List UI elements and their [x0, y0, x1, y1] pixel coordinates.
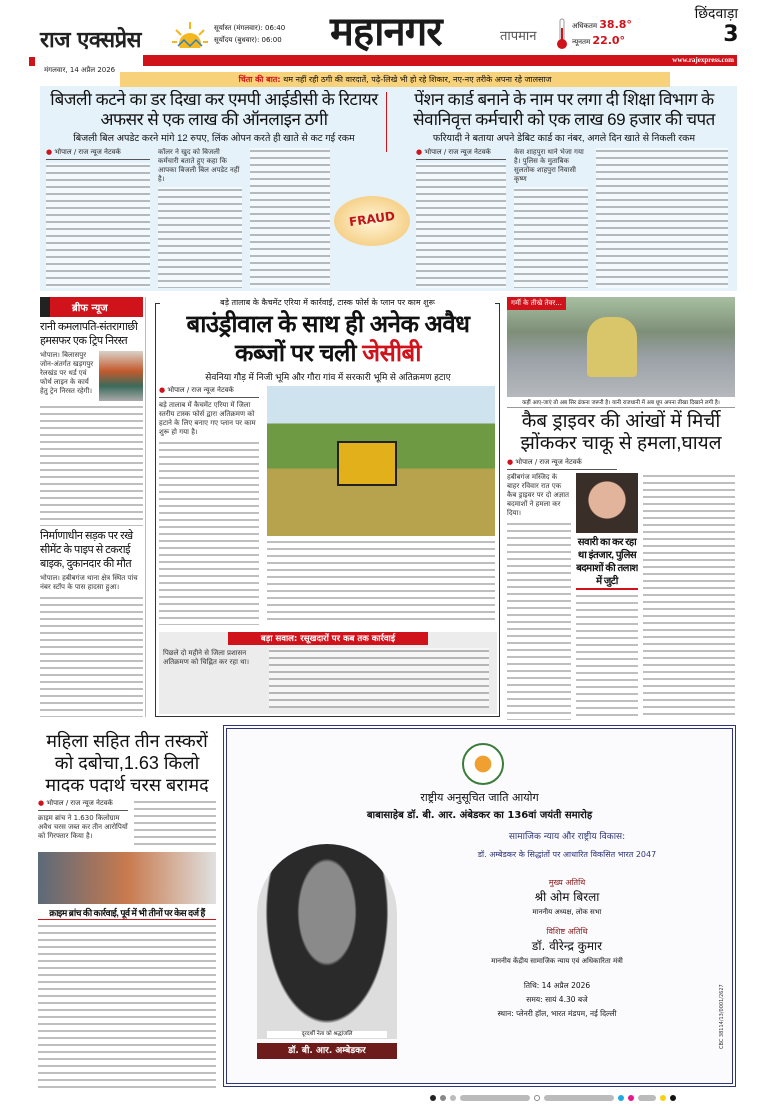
temperature-label: तापमान	[500, 29, 537, 44]
article-body	[159, 440, 259, 625]
main-headline-highlight: जेसीबी	[362, 340, 421, 367]
ad-time: समय: सायं 4.30 बजे	[526, 995, 588, 1004]
drug-photo-caption: क्राइम ब्रांच की कार्रवाई, पूर्व में भी तीनों पर केस दर्ज हैं	[38, 907, 216, 920]
ncsc-emblem-icon	[462, 743, 504, 785]
ad-date: तिथि: 14 अप्रैल 2026	[523, 981, 591, 990]
article-body	[507, 521, 571, 720]
website-link[interactable]: www.rajexpress.com	[672, 56, 734, 64]
cab-lead: हबीबगंज मस्जिद के बाहर रविवार रात एक कैब ड्राइवर पर दो अज्ञात बदमाशों ने हमला कर दिया।	[507, 473, 570, 517]
byline: ● भोपाल / राज न्यूज नेटवर्क	[46, 148, 150, 160]
main-body-continued	[267, 539, 495, 625]
article-body	[40, 595, 143, 717]
story-headline[interactable]: बिजली कटने का डर दिखा कर एमपी आईडीसी के रिटायर अफसर से एक लाख की ऑनलाइन ठगी	[50, 90, 378, 129]
top-story-right	[392, 90, 736, 288]
ad-chief-name: श्री ओम बिरला	[534, 890, 600, 904]
brief-headline[interactable]: निर्माणाधीन सड़क पर रखे सीमेंट के पाइप से टकराई बाइक, दुकानदार की मौत	[40, 530, 133, 570]
ad-chief-title: माननीय अध्यक्ष, लोक सभा	[532, 908, 602, 916]
main-story-content	[159, 310, 497, 714]
city-name: छिंदवाड़ा	[694, 6, 738, 22]
paper-logo: राज एक्सप्रेस	[40, 28, 141, 53]
story-subhead: फरियादी ने बताया अपने डेबिट कार्ड का नंबर, अगले दिन खाते से निकली रकम	[432, 133, 696, 144]
print-registration-marks	[430, 1094, 730, 1102]
brief-news-title: ब्रीफ न्यूज	[40, 297, 143, 317]
kicker-text: थम नहीं रही ठगी की वारदातें, पढ़े-लिखे भी हो रहे शिकार, नए-नए तरीके अपना रहे जालसाज	[283, 75, 552, 84]
max-label: अधिकतम	[572, 22, 598, 30]
article-body	[46, 163, 150, 288]
article-body	[38, 923, 216, 1088]
jcb-photo	[267, 386, 495, 536]
story-lead: केस शाहपुरा थाने भेजा गया है। पुलिस के मुताबिक सुलतोक शाहपुरा निवासी कृष्ण	[514, 148, 584, 183]
section-divider	[386, 92, 387, 152]
article-body	[250, 148, 330, 288]
ad-event: बाबासाहेब डॉ. बी. आर. अंबेडकर का 136वां जयंती समारोह	[366, 810, 593, 821]
article-body	[643, 473, 735, 720]
sunrise-time: सूर्योदय (बुधवार): 06:00	[214, 36, 282, 44]
heat-photo	[507, 297, 735, 397]
main-headline[interactable]	[159, 310, 497, 368]
question-label: बड़ा सवाल: रसूखदारों पर कब तक कार्रवाई	[228, 632, 428, 645]
article-body	[134, 799, 216, 849]
top-story-left	[46, 90, 382, 288]
fraud-label: FRAUD	[348, 208, 396, 230]
brief-lead: भोपाल। हबीबगंज थाना क्षेत्र स्थित पांच नंबर स्टॉप के पास हादसा हुआ।	[40, 574, 138, 591]
cab-pullquote: सवारी का कर रहा था इंतजार, पुलिस बदमाशों की तलाश में जुटी	[576, 536, 638, 590]
ad-chief-label: मुख्य अतिथि	[548, 878, 586, 887]
drug-lead: क्राइम ब्रांच ने 1.630 किलोग्राम अवैध चरस जब्त कर तीन आरोपियों को गिरफ्तार किया है।	[38, 814, 128, 840]
story-lead: कॉलर ने खुद को बिजली कर्मचारी बताते हुए कहा कि आपका बिजली बिल अपडेट नहीं है।	[158, 148, 240, 183]
ad-theme1: सामाजिक न्याय और राष्ट्रीय विकास:	[508, 832, 626, 842]
min-label: न्यूनतम	[572, 38, 591, 46]
min-temp: 22.0°	[592, 34, 626, 47]
jcb-vehicle	[337, 441, 397, 486]
ad-venue: स्थान: प्लेनरी हॉल, भारत मंडपम, नई दिल्ली	[497, 1009, 617, 1018]
ad-theme2: डॉ. अम्बेडकर के सिद्धांतों पर आधारित विकसित भारत 2047	[477, 850, 657, 859]
victim-photo	[576, 473, 638, 533]
kicker-strip	[120, 72, 670, 87]
ambedkar-ad	[223, 725, 736, 1087]
ambedkar-photo	[257, 844, 397, 1039]
story-subhead: बिजली बिल अपडेट करने मांगे 12 रुपए, लिंक ओपन करते ही खाते से कट गई रकम	[73, 133, 355, 144]
max-temp: 38.8°	[599, 18, 632, 31]
page-number: 3	[723, 22, 738, 47]
brief-headline[interactable]: रानी कमलापति-संतरागाछी हमसफर एक ट्रिप निरस्त	[40, 321, 138, 347]
ad-code: CBC 38114/13/0001/2627	[719, 984, 725, 1049]
min-temp-row	[572, 34, 625, 47]
ad-special-label: विशिष्ट अतिथि	[546, 927, 588, 936]
sun-icon	[172, 22, 208, 46]
photo-tag: गर्मी के तीखे तेवर...	[507, 297, 566, 310]
section-title: महानगर	[330, 9, 442, 55]
photo-caption: कहीं आए-जाएं तो अब सिर ढंकना जरूरी है। यानी राजधानी में अब धूप अपना तीखा दिखाने लगी है।	[507, 400, 735, 408]
main-kicker: बड़े तालाब के कैचमेंट एरिया में कार्रवाई, टास्क फोर्स के प्लान पर काम शुरू	[160, 297, 495, 308]
byline: ● भोपाल / राज न्यूज नेटवर्क	[416, 148, 506, 160]
article-body	[40, 404, 143, 526]
date: मंगलवार, 14 अप्रैल 2026	[44, 66, 116, 74]
story-headline[interactable]: पेंशन कार्ड बनाने के नाम पर लगा दी शिक्षा विभाग के सेवानिवृत्त कर्मचारी को एक लाख 69 हजार की चपत	[413, 90, 715, 129]
article-body	[158, 187, 242, 288]
question-box	[159, 632, 497, 714]
arrest-photo	[38, 852, 216, 904]
ad-photo-name: डॉ. बी. आर. अम्बेडकर	[257, 1043, 397, 1059]
ad-org: राष्ट्रीय अनुसूचित जाति आयोग	[420, 791, 539, 804]
cab-headline[interactable]: कैब ड्राइवर की आंखों में मिर्ची झोंककर चाकू से हमला,घायल	[520, 411, 722, 454]
article-body	[596, 148, 728, 288]
sunset-time: सूर्यास्त (मंगलवार): 06:40	[214, 24, 286, 32]
brief-news-column	[40, 297, 146, 717]
kicker-label: चिंता की बात:	[238, 75, 281, 84]
ad-special-name: डॉ. वीरेन्द्र कुमार	[531, 939, 603, 953]
byline: ● भोपाल / राज न्यूज नेटवर्क	[507, 458, 617, 470]
masthead	[0, 0, 778, 74]
article-body	[576, 593, 638, 720]
max-temp-row	[572, 18, 632, 31]
brief-lead: भोपाल। बिलासपुर जोन-अंतर्गत खड़गपुर रेलखंड पर थर्ड एवं फोर्थ लाइन के कार्य हेतु ट्रेन निरस्त रहेगी।	[40, 351, 94, 395]
drug-headline[interactable]: महिला सहित तीन तस्करों को दबोचा,1.63 किलो मादक पदार्थ चरस बरामद	[45, 731, 209, 795]
byline: ● भोपाल / राज न्यूज नेटवर्क	[38, 799, 128, 811]
article-body	[269, 648, 489, 708]
main-lead: बड़े तालाब में कैचमेंट एरिया में जिला स्तरीय टास्क फोर्स द्वारा अतिक्रमण को हटाने के लिए बनाए गए प्लान पर काम शुरू हो गया है।	[159, 401, 256, 436]
thermometer-icon	[556, 18, 568, 54]
question-lead: पिछले दो महीने से जिला प्रशासन अतिक्रमण को चिह्नित कर रहा था।	[163, 649, 250, 666]
article-body	[416, 163, 506, 288]
ad-photo-tag: दूरदर्शी नेता को श्रद्धांजलि	[267, 1031, 387, 1038]
train-photo	[99, 351, 143, 401]
riders	[587, 317, 637, 377]
article-body	[514, 187, 588, 288]
main-subhead: सेवनिया गौड़ में निजी भूमि और गौरा गांव में सरकारी भूमि से अतिक्रमण हटाए	[205, 372, 451, 382]
main-headline-text: बाउंड्रीवाल के साथ ही अनेक अवैध कब्जों पर चली	[186, 311, 470, 367]
byline: ● भोपाल / राज न्यूज नेटवर्क	[159, 386, 259, 398]
drug-story	[38, 730, 216, 1088]
red-marker	[29, 57, 35, 66]
right-column	[507, 297, 735, 720]
ad-special-title: माननीय केंद्रीय सामाजिक न्याय एवं अधिकारिता मंत्री	[491, 957, 623, 965]
